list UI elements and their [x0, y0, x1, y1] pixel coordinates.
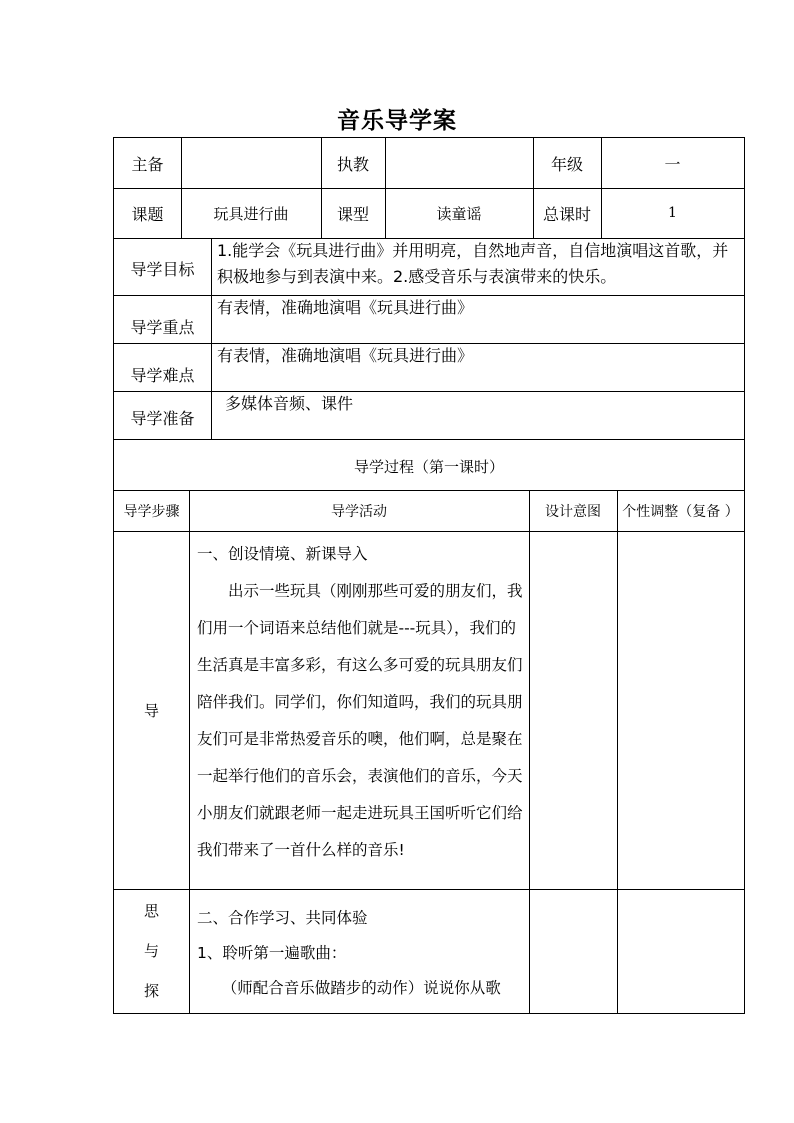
- focus-label: 导学重点: [130, 317, 195, 337]
- objective-label: 导学目标: [130, 260, 195, 279]
- focus-text: 有表情，准确地演唱《玩具进行曲》: [217, 298, 474, 317]
- grade-value: 一: [664, 154, 681, 174]
- type-label: 课型: [336, 204, 369, 224]
- zhijiao-value[interactable]: [385, 138, 533, 188]
- topic-label: 课题: [131, 204, 164, 224]
- step-1-heading: 一、创设情境、新课导入: [197, 545, 368, 563]
- objective-text: 1.能学会《玩具进行曲》并用明亮，自然地声音，自信地演唱这首歌，并积极地参与到表演中来。2.感受音乐与表演带来的快乐。: [217, 241, 729, 286]
- prep-text: 多媒体音频、课件: [225, 394, 354, 413]
- step-1-adjust[interactable]: [617, 531, 744, 889]
- page-title: 音乐导学案: [337, 108, 457, 134]
- zhubei-label: 主备: [131, 154, 164, 174]
- difficulty-text: 有表情，准确地演唱《玩具进行曲》: [217, 346, 474, 365]
- step-2-label-char-1: 思: [143, 902, 159, 920]
- hours-label: 总课时: [542, 204, 591, 224]
- lesson-table: [113, 137, 745, 1014]
- step-2-heading: 二、合作学习、共同体验: [197, 909, 368, 927]
- zhijiao-label: 执教: [336, 154, 369, 174]
- col-activity-header: 导学活动: [331, 503, 387, 520]
- step-1-paragraph: 出示一些玩具（刚刚那些可爱的朋友们，我们用一个词语来总结他们就是---玩具），我们的生活真是丰富多彩，有这么多可爱的玩具朋友们陪伴我们。同学们，你们知道吗，我们的玩具朋友们可是非常热爱音乐的噢，他们啊，总是聚在一起举行他们的音乐会，表演他们的音乐，今天小朋友们就跟老师一起走进玩具王国听听它们给我们带来了一首什么样的音乐!: [197, 582, 523, 859]
- step-2-adjust[interactable]: [617, 889, 744, 1013]
- step-2-line-2: 1、聆听第一遍歌曲：: [197, 944, 347, 962]
- step-2-design[interactable]: [529, 889, 617, 1013]
- type-value: 读童谣: [436, 204, 482, 223]
- topic-value: 玩具进行曲: [213, 204, 289, 223]
- col-adjust-header: 个性调整（复备 ）: [622, 503, 739, 520]
- step-1-activity: [189, 531, 529, 889]
- col-steps-header: 导学步骤: [123, 503, 180, 520]
- step-2-activity: [189, 889, 529, 1013]
- hours-value: 1: [668, 205, 677, 221]
- step-2-label: [114, 889, 189, 1013]
- prep-label: 导学准备: [130, 408, 195, 428]
- step-2-line-3: （师配合音乐做踏步的动作）说说你从歌: [221, 979, 501, 997]
- zhubei-value[interactable]: [181, 138, 321, 188]
- difficulty-label: 导学难点: [130, 365, 195, 385]
- step-1-design[interactable]: [529, 531, 617, 889]
- step-2-label-char-2: 与: [143, 942, 159, 960]
- grade-label: 年级: [550, 154, 583, 174]
- col-design-header: 设计意图: [545, 503, 601, 520]
- step-2-label-char-3: 探: [143, 982, 159, 1000]
- step-1-label: 导: [143, 701, 159, 720]
- process-title: 导学过程（第一课时）: [353, 458, 504, 476]
